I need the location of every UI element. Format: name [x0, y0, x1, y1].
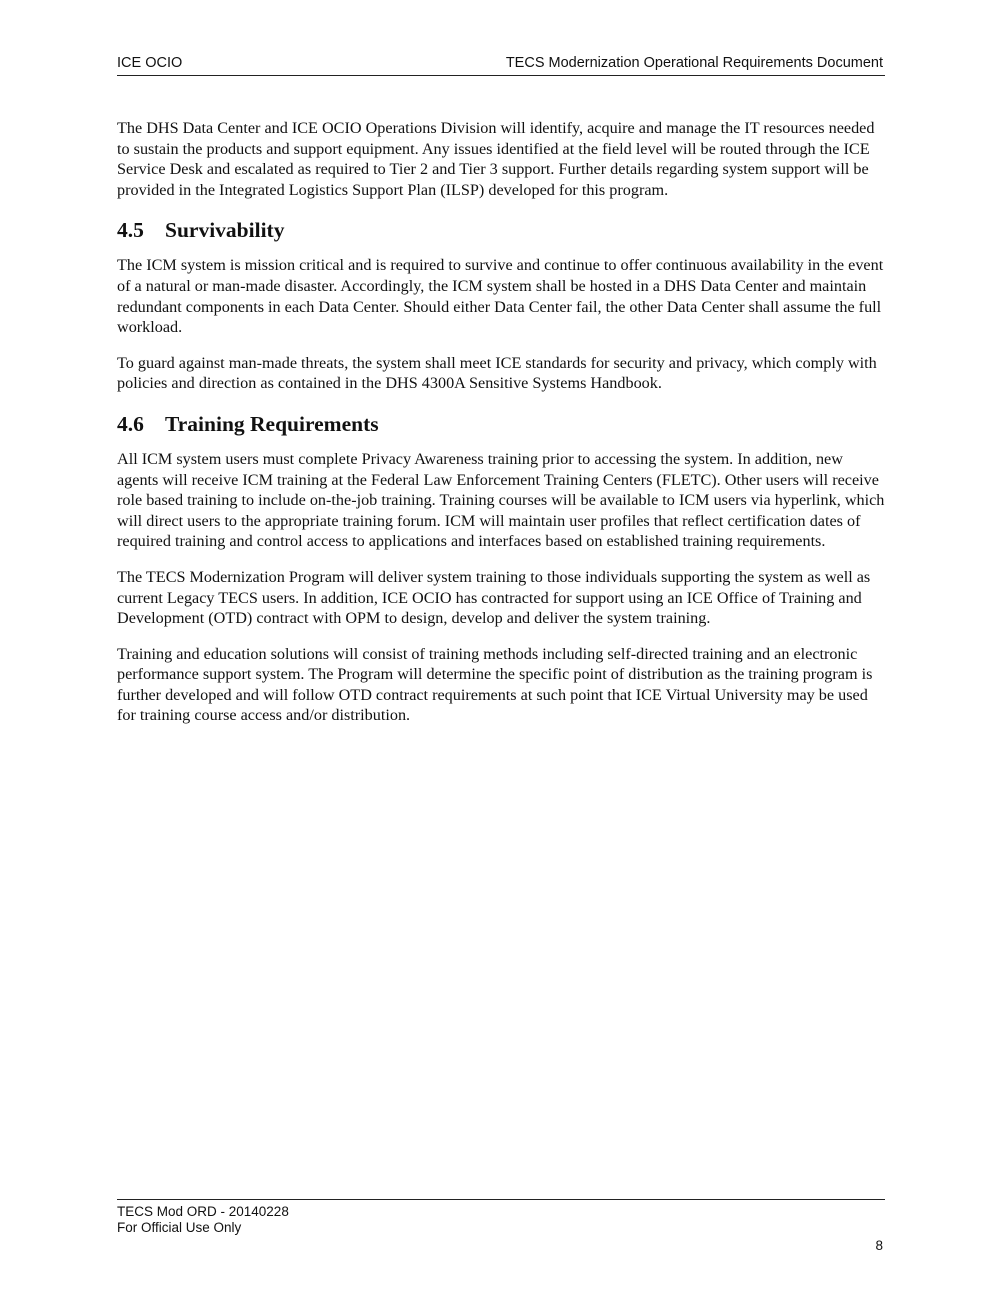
section-heading-survivability — [117, 218, 887, 242]
header-organization: ICE OCIO — [117, 55, 183, 71]
section-number: 4.6 — [117, 411, 144, 436]
intro-paragraph: The DHS Data Center and ICE OCIO Operations Division will identify, acquire and manage the IT resources needed to sustain the products and support equipment. Any issues identified at the field level will be routed through the ICE Service Desk and escalated as required to Tier 2 and Tier 3 support. Further details regarding system support will be provided in the Integrated Logistics Support Plan (ILSP) developed for this program. — [117, 119, 875, 199]
footer-document-id: TECS Mod ORD - 20140228 — [117, 1204, 289, 1219]
paragraph: The TECS Modernization Program will deliver system training to those individuals supporting the system as well as current Legacy TECS users. In addition, ICE OCIO has contracted for support using an ICE Office of Training and Development (OTD) contract with OPM to design, develop and deliver the system training. — [117, 567, 871, 628]
section-title: Training Requirements — [165, 411, 379, 436]
header-document-title: TECS Modernization Operational Requirements Document — [505, 55, 883, 71]
section-title: Survivability — [165, 218, 285, 243]
footer-classification: For Official Use Only — [117, 1220, 242, 1235]
paragraph: Training and education solutions will consist of training methods including self-directed training and an electronic performance support system. The Program will determine the specific point of distribution as the training program is further developed and will follow OTD contract requirements at such point that ICE Virtual University may be used for training course access and/or distribution. — [117, 644, 873, 725]
paragraph: All ICM system users must complete Privacy Awareness training prior to accessing the system. In addition, new agents will receive ICM training at the Federal Law Enforcement Training Centers (FLETC). Other users will receive role based training to include on-the-job training. Training courses will be available to ICM users via hyperlink, which will direct users to the appropriate training forum. ICM will maintain user profiles that reflect certification dates of required training and control access to applications and interfaces based on established training requirements. — [117, 449, 885, 551]
paragraph: The ICM system is mission critical and is required to survive and continue to offer continuous availability in the event of a natural or man-made disaster. Accordingly, the ICM system shall be hosted in a DHS Data Center and maintain redundant components in each Data Center. Should either Data Center fail, the other Data Center shall assume the full workload. — [117, 256, 884, 337]
section-heading-training-requirements — [117, 412, 887, 436]
paragraph: To guard against man-made threats, the system shall meet ICE standards for security and privacy, which comply with policies and direction as contained in the DHS 4300A Sensitive Systems Handbook. — [117, 353, 877, 393]
document-body — [117, 118, 887, 741]
page-header — [117, 53, 885, 76]
section-number: 4.5 — [117, 218, 144, 243]
page-number: 8 — [875, 1238, 883, 1253]
page-footer — [117, 1199, 885, 1253]
